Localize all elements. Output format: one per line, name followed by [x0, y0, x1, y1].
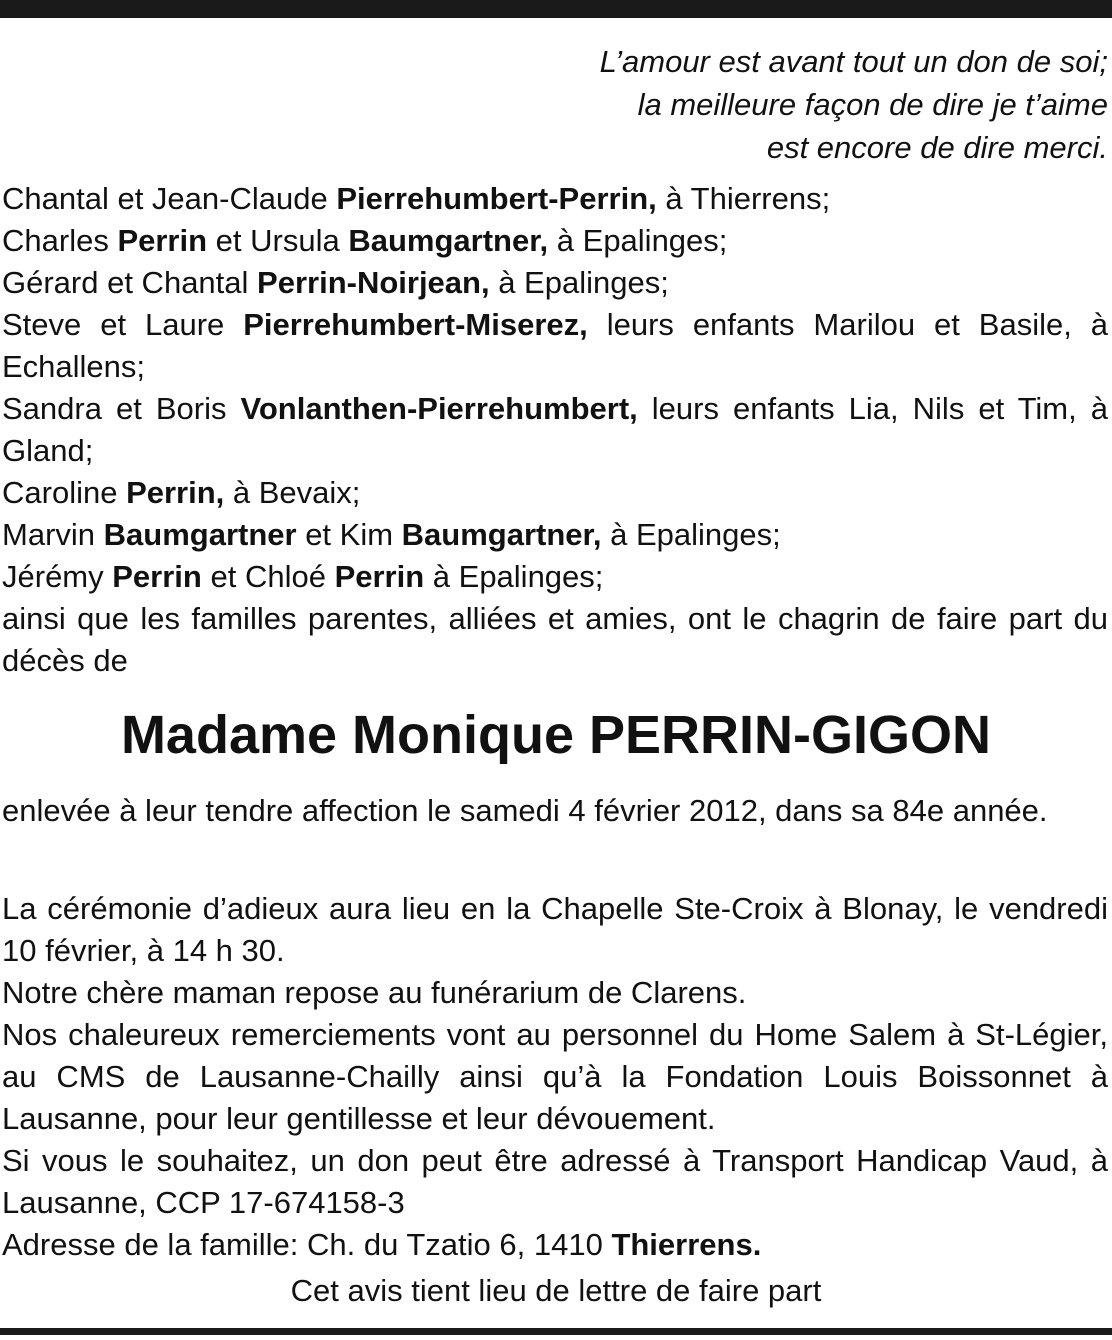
family-surname: Pierrehumbert-Miserez, — [243, 307, 588, 342]
epigraph-quote — [600, 40, 1108, 169]
family-place: à Thierrens; — [656, 181, 831, 216]
family-text: et Ursula — [207, 223, 349, 258]
family-place: à Epalinges; — [548, 223, 728, 258]
family-line-3 — [2, 262, 1108, 304]
deceased-name-text: Madame Monique PERRIN-GIGON — [120, 705, 992, 765]
family-surname: Perrin-Noirjean, — [257, 265, 490, 300]
family-surname: Perrin — [334, 559, 425, 594]
family-line-5 — [2, 388, 1108, 472]
announcement-text: ainsi que les familles parentes, alliées et amies, ont le chagrin de faire part du décès de — [2, 601, 1108, 678]
family-text: et Kim — [296, 517, 402, 552]
family-text: Sandra et Boris — [2, 391, 241, 426]
family-line-4 — [2, 304, 1108, 388]
family-line-2 — [2, 220, 1108, 262]
deceased-name — [0, 700, 1112, 770]
family-line-1 — [2, 178, 1108, 220]
family-text: Gérard et Chantal — [2, 265, 258, 300]
quote-line-3: est encore de dire merci. — [766, 130, 1108, 165]
family-place: à Epalinges; — [424, 559, 604, 594]
family-line-6 — [2, 472, 1108, 514]
family-place: à Epalinges; — [601, 517, 781, 552]
family-line-7 — [2, 514, 1108, 556]
family-text: Jérémy — [2, 559, 113, 594]
quote-line-1: L’amour est avant tout un don de soi; — [599, 44, 1108, 79]
family-surname: Perrin — [112, 559, 202, 594]
rest-text: Notre chère maman repose au funérarium de Clarens. — [2, 975, 747, 1010]
ceremony-text: La cérémonie d’adieux aura lieu en la Chapelle Ste-Croix à Blonay, le vendredi 10 février, à 14 h 30. — [2, 891, 1108, 968]
family-surname: Baumgartner — [103, 517, 297, 552]
family-surname: Perrin, — [126, 475, 225, 510]
family-list — [2, 178, 1108, 682]
details-block — [2, 888, 1108, 1266]
footer-note: Cet avis tient lieu de lettre de faire part — [290, 1273, 822, 1308]
family-text: Caroline — [2, 475, 127, 510]
family-place: leurs enfants Lia, Nils et Tim, à Gland; — [2, 391, 1108, 468]
family-place: à Epalinges; — [489, 265, 669, 300]
family-place: à Bevaix; — [224, 475, 361, 510]
donation-text: Si vous le souhaitez, un don peut être adressé à Transport Handicap Vaud, à Lausanne, CCP 17-674158-3 — [2, 1143, 1108, 1220]
family-surname: Baumgartner, — [401, 517, 602, 552]
family-place: leurs enfants Marilou et Basile, à Echallens; — [2, 307, 1109, 384]
quote-line-2: la meilleure façon de dire je t’aime — [637, 87, 1108, 122]
passing-text: enlevée à leur tendre affection le samedi 4 février 2012, dans sa 84e année. — [2, 793, 1048, 828]
family-address — [2, 1224, 1108, 1266]
family-surname: Baumgartner, — [348, 223, 549, 258]
family-surname: Pierrehumbert-Perrin, — [336, 181, 657, 216]
family-text: Charles — [2, 223, 118, 258]
bottom-rule — [0, 1328, 1112, 1335]
top-rule — [0, 0, 1112, 18]
family-text: Chantal et Jean-Claude — [2, 181, 337, 216]
address-town: Thierrens. — [611, 1227, 762, 1262]
address-text: Adresse de la famille: Ch. du Tzatio 6, 1410 — [2, 1227, 612, 1262]
family-line-8 — [2, 556, 1108, 598]
family-surname: Vonlanthen-Pierrehumbert, — [240, 391, 638, 426]
family-text: et Chloé — [201, 559, 335, 594]
family-text: Marvin — [2, 517, 104, 552]
thanks-text: Nos chaleureux remerciements vont au personnel du Home Salem à St-Légier, au CMS de Lausanne-Chailly ainsi qu’à la Fondation Louis Boissonnet à Lausanne, pour leur gentillesse et leur dévouement. — [2, 1017, 1108, 1136]
family-text: Steve et Laure — [2, 307, 244, 342]
family-surname: Perrin — [117, 223, 208, 258]
